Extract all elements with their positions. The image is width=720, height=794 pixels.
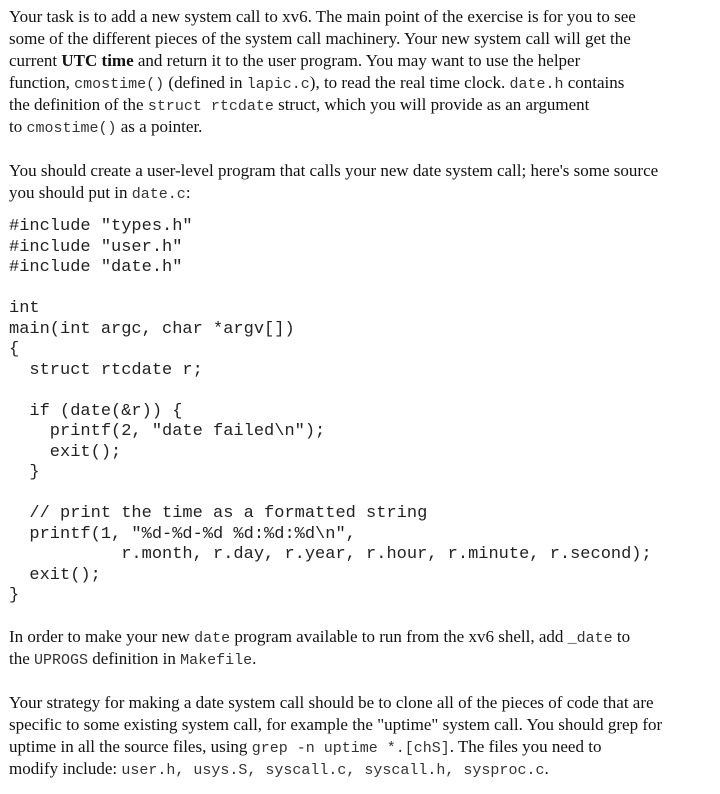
inline-code-struct-rtcdate: struct rtcdate xyxy=(147,98,274,115)
code-line xyxy=(9,381,652,402)
text-fragment: current xyxy=(9,51,62,70)
inline-code-date-h: date.h xyxy=(509,76,564,93)
text-line: Your strategy for making a date system call should be to clone all of the pieces of code that are xyxy=(9,693,654,712)
text-fragment: definition in xyxy=(88,649,181,668)
inline-code-cmostime: cmostime() xyxy=(74,76,165,93)
code-line: printf(1, "%d-%d-%d %d:%d:%d\n", xyxy=(9,524,356,544)
code-line xyxy=(9,484,652,505)
inline-code-uprogs: UPROGS xyxy=(34,652,89,669)
code-line: r.month, r.day, r.year, r.hour, r.minute, r.second); xyxy=(9,545,652,564)
code-line: main(int argc, char *argv[]) xyxy=(9,319,295,339)
text-line xyxy=(9,94,636,116)
text-line: Your task is to add a new system call to xv6. The main point of the exercise is for you to see xyxy=(9,7,636,26)
code-line: int xyxy=(9,299,40,318)
code-line: { xyxy=(9,340,20,359)
code-line: exit(); xyxy=(9,565,101,585)
text-fragment: ), to read the real time clock. xyxy=(309,73,510,92)
text-line: specific to some existing system call, for example the "uptime" system call. You should grep for xyxy=(9,715,663,734)
text-fragment: modify include: xyxy=(9,759,122,778)
code-line: #include "date.h" xyxy=(9,258,183,277)
text-fragment: contains xyxy=(563,73,625,92)
text-fragment: In order to make your new xyxy=(9,627,195,646)
code-line xyxy=(9,279,652,300)
code-line: struct rtcdate r; xyxy=(9,360,203,380)
code-line: if (date(&r)) { xyxy=(9,401,183,421)
text-line xyxy=(9,116,636,138)
code-line: printf(2, "date failed\n"); xyxy=(9,422,326,441)
code-line: } xyxy=(9,586,20,605)
text-line xyxy=(9,626,630,648)
text-fragment: and return it to the user program. You may want to use the helper xyxy=(133,51,581,70)
text-line: You should create a user-level program that calls your new date system call; here's some source xyxy=(9,161,659,180)
text-fragment: to xyxy=(612,627,631,646)
text-fragment: (defined in xyxy=(164,73,247,92)
strategy-paragraph xyxy=(9,692,662,780)
text-fragment: . xyxy=(544,759,549,778)
text-line: some of the different pieces of the system call machinery. Your new system call will get the xyxy=(9,29,631,48)
text-fragment: struct, which you will provide as an argument xyxy=(273,95,590,114)
text-fragment: the definition of the xyxy=(9,95,148,114)
text-line xyxy=(9,72,636,94)
text-fragment: function, xyxy=(9,73,75,92)
inline-code-grep-command: grep -n uptime *.[chS] xyxy=(251,740,450,757)
code-line: exit(); xyxy=(9,442,122,462)
text-fragment: . xyxy=(252,649,257,668)
text-fragment: . The files you need to xyxy=(449,737,602,756)
text-fragment: as a pointer. xyxy=(116,117,203,136)
text-fragment: : xyxy=(185,183,191,202)
inline-code-date: date xyxy=(194,630,231,647)
code-block xyxy=(9,217,652,607)
inline-code-date-c: date.c xyxy=(131,186,186,203)
text-line xyxy=(9,736,662,758)
intro-paragraph xyxy=(9,6,636,138)
text-fragment: you should put in xyxy=(9,183,132,202)
inline-code-lapic: lapic.c xyxy=(246,76,310,93)
code-line: // print the time as a formatted string xyxy=(9,504,428,523)
inline-code-file-list: user.h, usys.S, syscall.c, syscall.h, sysproc.c xyxy=(121,762,545,779)
inline-code-makefile: Makefile xyxy=(180,652,253,669)
makefile-paragraph xyxy=(9,626,630,670)
utc-time-bold: UTC time xyxy=(61,51,134,70)
code-line: #include "types.h" xyxy=(9,217,193,236)
inline-code-cmostime: cmostime() xyxy=(26,120,117,137)
code-line: } xyxy=(9,463,40,482)
text-line xyxy=(9,182,658,204)
inline-code-underscore-date: _date xyxy=(567,630,613,647)
text-line xyxy=(9,50,636,72)
text-fragment: program available to run from the xv6 shell, add xyxy=(230,627,568,646)
text-fragment: to xyxy=(9,117,27,136)
code-line: #include "user.h" xyxy=(9,237,183,257)
text-line xyxy=(9,648,630,670)
program-paragraph xyxy=(9,160,658,204)
text-fragment: uptime in all the source files, using xyxy=(9,737,252,756)
text-fragment: the xyxy=(9,649,35,668)
text-line xyxy=(9,758,662,780)
